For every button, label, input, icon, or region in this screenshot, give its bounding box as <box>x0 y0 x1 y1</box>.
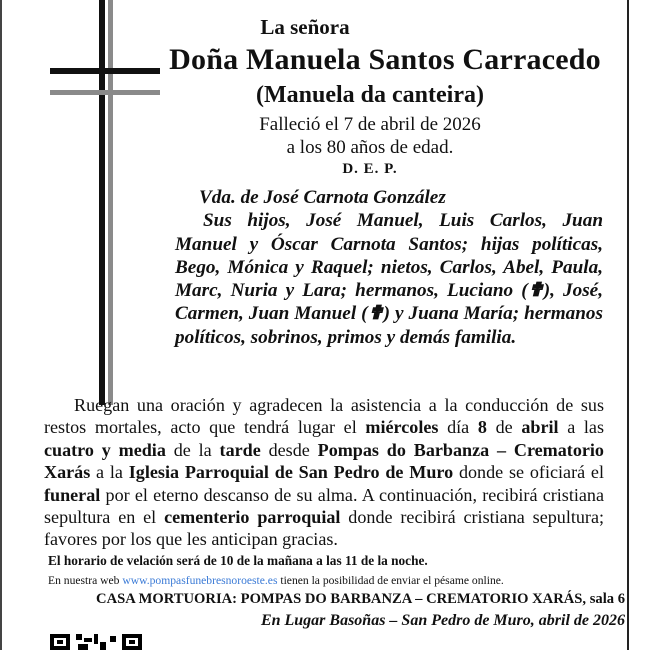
web-note-text: En nuestra web <box>48 574 123 587</box>
notice-text: Ruegan una oración y agradecen la asistencia a la conducción de sus restos mortales, acto que tendrá lugar el <box>44 395 604 438</box>
cross-horizontal-dark <box>50 68 160 74</box>
notice-text: donde se oficiará el <box>453 462 604 483</box>
notice-day: miércoles <box>365 417 439 438</box>
title: La señora <box>260 15 350 39</box>
dep: D. E. P. <box>342 161 398 177</box>
notice-text: desde <box>260 439 318 460</box>
relatives: Sus hijos, José Manuel, Luis Carlos, Juan Manuel y Óscar Carnota Santos; hijas políticas, Bego, Mónica y Raquel; nietos, Carlos, Abel, Paula, Marc, Nuria y Lara; hermanos, Luciano (✟), José, Carmen, Juan Manuel (✟) y Juana María; hermanos políticos, sobrinos, primos y demás familia. <box>175 210 603 348</box>
notice-text: de <box>486 417 522 438</box>
widow-line: Vda. de José Carnota González <box>199 187 446 208</box>
web-note <box>48 574 504 587</box>
cross-vertical-dark <box>99 0 105 405</box>
notice-funeral: funeral <box>44 484 101 505</box>
nickname: (Manuela da canteira) <box>256 82 484 108</box>
web-note-text: tienen la posibilidad de enviar el pésame online. <box>277 574 504 587</box>
deceased-name <box>150 43 620 77</box>
right-border <box>627 0 629 650</box>
cross-vertical-gray <box>108 0 113 405</box>
ceremony-notice <box>44 394 604 551</box>
qr-code-icon[interactable] <box>50 628 142 650</box>
notice-date: 8 <box>477 417 487 438</box>
notice-text: día <box>438 417 478 438</box>
notice-text: a la <box>90 462 129 483</box>
funeral-home: CASA MORTUORIA: POMPAS DO BARBANZA – CREMATORIO XARÁS, sala 6 <box>96 591 625 607</box>
notice-text: de la <box>165 439 220 460</box>
place-date: En Lugar Basoñas – San Pedro de Muro, abril de 2026 <box>260 612 625 629</box>
vigil-hours: El horario de velación será de 10 de la mañana a las 11 de la noche. <box>48 553 428 568</box>
family-block <box>175 186 603 349</box>
cross-horizontal-gray <box>50 90 160 95</box>
age: a los 80 años de edad. <box>286 137 454 158</box>
name-main: Manuela Santos Carracedo <box>246 43 601 76</box>
notice-text: a las <box>558 417 604 438</box>
notice-text: donde recibirá cristiana sepultura; favores por los que les anticipan gracias. <box>44 507 604 550</box>
notice-period: tarde <box>219 439 261 460</box>
left-border <box>0 0 2 650</box>
notice-church: Iglesia Parroquial de San Pedro de Muro <box>128 462 454 483</box>
website-link[interactable]: www.pompasfunebresnoroeste.es <box>122 574 278 587</box>
notice-text: por el eterno descanso de su alma. A continuación, recibirá cristiana sepultura en el <box>44 484 604 528</box>
notice-origin: Pompas do Barbanza – Crematorio Xarás <box>44 439 604 483</box>
death-date: Falleció el 7 de abril de 2026 <box>259 114 481 135</box>
name-prefix: Doña <box>169 43 239 76</box>
notice-cemetery: cementerio parroquial <box>164 507 341 528</box>
notice-hour: cuatro y media <box>44 439 166 460</box>
notice-month: abril <box>521 417 559 438</box>
